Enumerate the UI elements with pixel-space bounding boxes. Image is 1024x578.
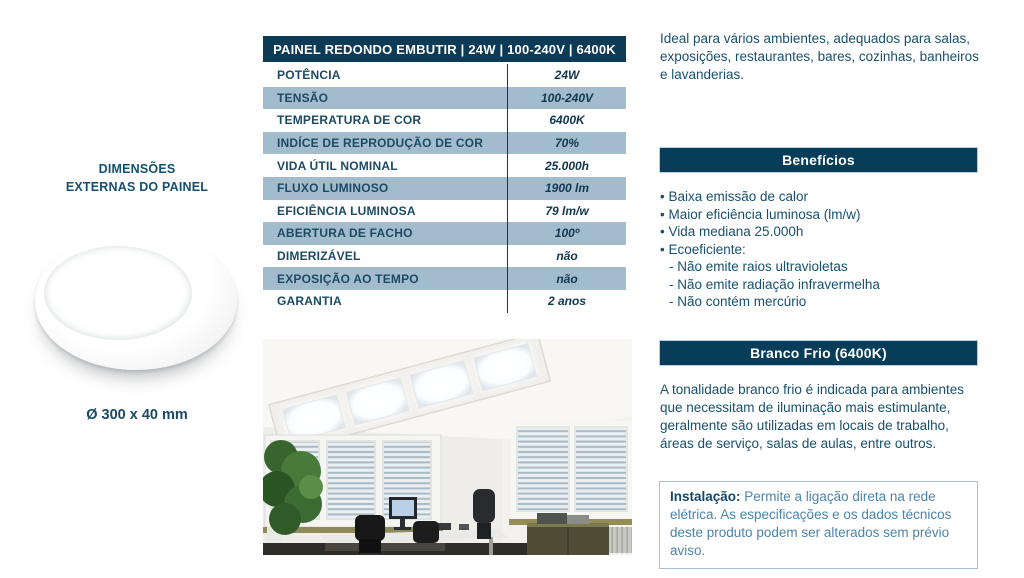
spec-label: INDÍCE DE REPRODUÇÃO DE COR [277,136,484,151]
list-sub-item: - Não contém mercúrio [669,294,807,309]
table-row [263,267,626,290]
spec-value: 100º [507,222,626,245]
table-row [263,154,626,177]
spec-label: DIMERIZÁVEL [277,249,361,264]
benefits-header [659,147,978,173]
dimensions-title-line1: DIMENSÕES [98,162,176,176]
panel-dimension-value: Ø 300 x 40 mm [86,407,188,424]
spec-value: 70% [507,132,626,155]
spec-label: TEMPERATURA DE COR [277,113,422,128]
spec-value: não [507,267,626,290]
spec-label: EXPOSIÇÃO AO TEMPO [277,271,419,286]
list-item: • Vida mediana 25.000h [660,223,978,241]
office-photo [263,339,632,555]
panel-light-face [44,246,192,340]
list-sub-item: - Não emite raios ultravioletas [669,259,848,274]
table-row [263,87,626,110]
intro-text: Ideal para vários ambientes, adequados para salas, exposições, restaurantes, bares, cozinhas, banheiros e lavanderias. [660,31,979,82]
list-item: • Maior eficiência luminosa (lm/w) [660,206,978,224]
spec-value: 25.000h [507,154,626,177]
spec-value: 79 lm/w [507,200,626,223]
list-sub-item: - Não emite radiação infravermelha [669,276,880,292]
benefits-title: Benefícios [782,152,855,168]
spec-table [263,36,626,313]
table-row [263,109,626,132]
spec-label: POTÊNCIA [277,68,341,83]
table-row [263,245,626,268]
table-row [263,222,626,245]
dimensions-section [18,160,256,423]
table-row [263,177,626,200]
table-row [263,64,626,87]
led-panel-product-image [18,228,256,393]
spec-value: 1900 lm [507,177,626,200]
spec-label: GARANTIA [277,294,342,309]
table-row [263,290,626,313]
color-temperature-header [659,340,978,366]
spec-label: TENSÃO [277,90,329,105]
installation-label: Instalação: [670,489,741,504]
spec-table-header: PAINEL REDONDO EMBUTIR | 24W | 100-240V | 6400K [263,36,626,64]
dimensions-title [18,160,256,196]
installation-note-box [659,481,978,569]
list-item: • Baixa emissão de calor [660,188,978,206]
dimensions-title-line2: EXTERNAS DO PAINEL [65,180,209,195]
spec-value: não [507,245,626,268]
benefits-list [660,188,978,311]
installation-text: Permite a ligação direta na rede elétrica. As especificações e os dados técnicos deste produto podem ser alterados sem prévio aviso. [670,489,952,558]
spec-label: FLUXO LUMINOSO [277,181,389,196]
spec-value: 6400K [507,109,626,132]
table-row [263,132,626,155]
color-temperature-text: A tonalidade branco frio é indicada para ambientes que necessitam de iluminação mais estimulante, geralmente são utilizadas em locais de trabalho, áreas de serviço, salas de aulas, entre outros. [660,382,964,451]
table-row [263,200,626,223]
spec-value: 24W [507,64,626,87]
spec-value: 100-240V [507,87,626,110]
spec-label: ABERTURA DE FACHO [277,226,413,241]
spec-value: 2 anos [507,290,626,313]
color-temperature-title: Branco Frio (6400K) [750,345,887,361]
spec-label: VIDA ÚTIL NOMINAL [277,158,398,173]
list-item: • Ecoeficiente: [660,241,978,259]
spec-label: EFICIÊNCIA LUMINOSA [277,203,416,218]
